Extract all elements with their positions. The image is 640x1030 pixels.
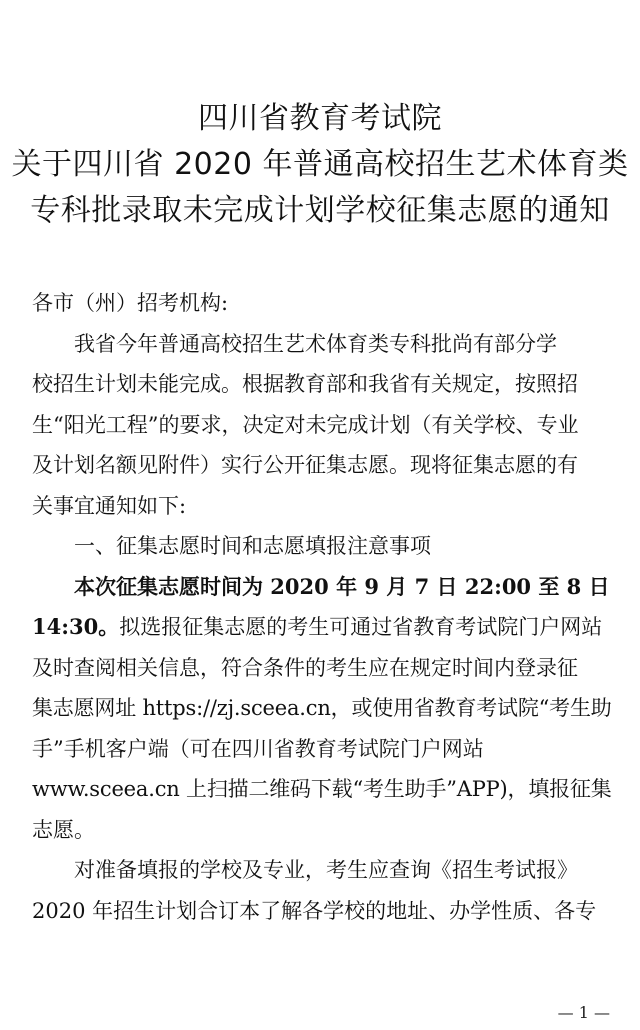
paragraph-1 <box>32 324 616 527</box>
paragraph-2-bold-line-1: 本次征集志愿时间为 2020 年 9 月 7 日 22:00 至 8 日 <box>74 573 610 599</box>
paragraph-2-line-7: 志愿。 <box>32 817 95 842</box>
paragraph-2-line-3: 及时查阅相关信息，符合条件的考生应在规定时间内登录征 <box>32 655 578 680</box>
paragraph-2-line-2-rest: 拟选报征集志愿的考生可通过省教育考试院门户网站 <box>119 615 603 639</box>
paragraph-1-line-1: 我省今年普通高校招生艺术体育类专科批尚有部分学 <box>74 331 557 356</box>
title-line-1: 四川省教育考试院 <box>198 101 442 136</box>
paragraph-1-line-5: 关事宜通知如下: <box>32 493 187 518</box>
paragraph-3-line-2: 2020 年招生计划合订本了解各学校的地址、办学性质、各专 <box>32 898 597 923</box>
paragraph-2-line-4: 集志愿网址 https://zj.sceea.cn，或使用省教育考试院“考生助 <box>32 696 612 720</box>
document-title <box>0 96 640 234</box>
paragraph-1-line-2: 校招生计划未能完成。根据教育部和我省有关规定，按照招 <box>32 372 578 396</box>
title-line-3: 专科批录取未完成计划学校征集志愿的通知 <box>30 193 610 228</box>
paragraph-2-line-2 <box>32 607 616 648</box>
paragraph-2-bold-time-end: 14:30。 <box>32 614 120 639</box>
paragraph-3 <box>32 850 616 931</box>
page-number: — 1 — <box>557 1003 610 1022</box>
paragraph-1-line-3: 生“阳光工程”的要求，决定对未完成计划（有关学校、专业 <box>32 412 579 437</box>
paragraph-2 <box>32 567 616 851</box>
section-1-heading: 一、征集志愿时间和志愿填报注意事项 <box>74 534 431 558</box>
paragraph-3-line-1: 对准备填报的学校及专业，考生应查询《招生考试报》 <box>74 858 578 882</box>
title-line-2: 关于四川省 2020 年普通高校招生艺术体育类 <box>11 147 629 182</box>
salutation: 各市（州）招考机构: <box>32 291 229 315</box>
paragraph-2-line-6: www.sceea.cn 上扫描二维码下载“考生助手”APP)，填报征集 <box>32 777 612 801</box>
paragraph-2-line-5: 手”手机客户端（可在四川省教育考试院门户网站 <box>32 736 484 761</box>
document-body <box>32 283 616 931</box>
paragraph-1-line-4: 及计划名额见附件）实行公开征集志愿。现将征集志愿的有 <box>32 453 578 477</box>
